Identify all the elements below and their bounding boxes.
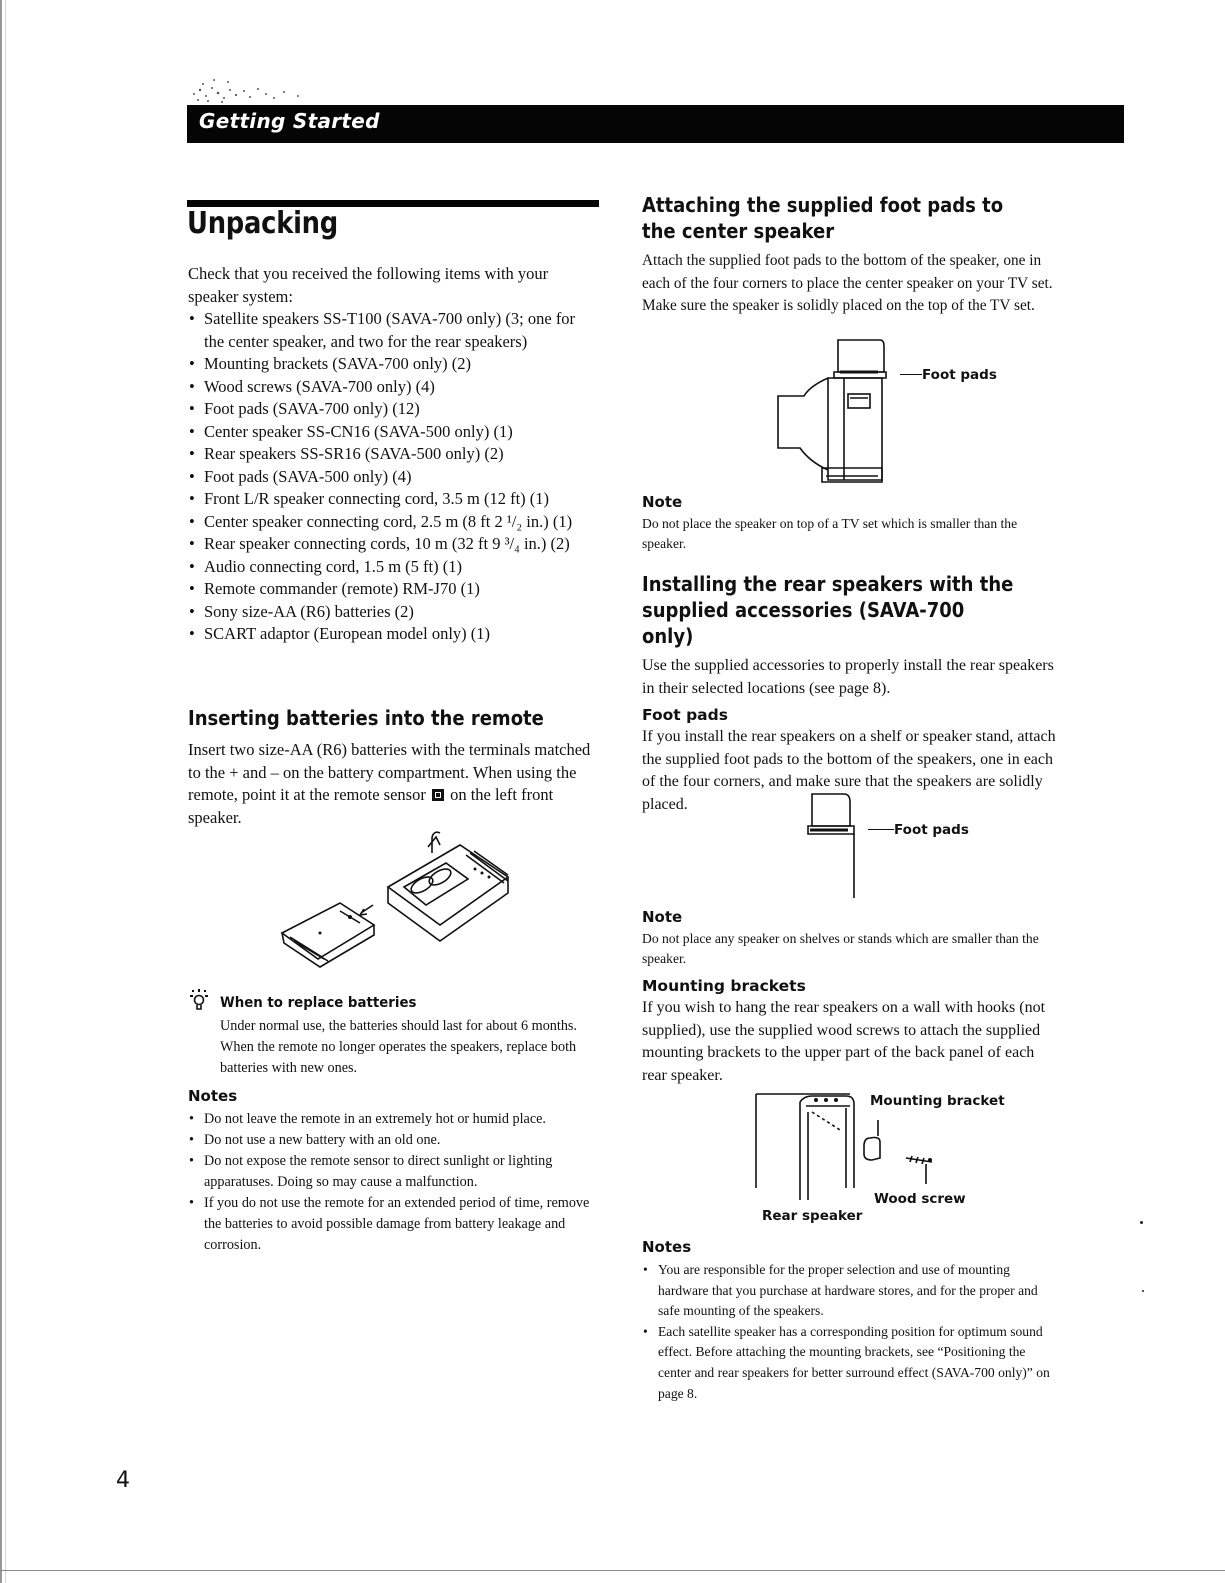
left-notes-heading: Notes bbox=[188, 1087, 238, 1105]
remote-sensor-icon bbox=[432, 789, 444, 801]
contents-list-item: • Rear speaker connecting cords, 10 m (32 ft 9 ³/₄ in.) (2) bbox=[188, 533, 598, 556]
batteries-text: Insert two size-AA (R6) batteries with the terminals matched to the + and – on the battery compartment. When using the remote, point it at the remote sensor bbox=[188, 740, 591, 804]
remote-battery-illustration bbox=[270, 825, 520, 975]
rear-speaker-stand-illustration bbox=[800, 792, 880, 902]
center-footpads-text: Attach the supplied foot pads to the bottom of the speaker, one in each of the four corners to place the center speaker on your TV set. Make sure the speaker is solidly placed on the top of the TV set. bbox=[642, 252, 1053, 314]
note2-section bbox=[642, 906, 1062, 1087]
scan-edge-inner bbox=[5, 0, 6, 1583]
left-note-item: • If you do not use the remote for an extended period of time, remove the batteries to avoid possible damage from battery leakage and corrosion. bbox=[188, 1193, 598, 1256]
left-notes-list bbox=[188, 1109, 598, 1256]
install-section bbox=[642, 571, 1062, 816]
contents-list-item: • Foot pads (SAVA-700 only) (12) bbox=[188, 398, 598, 421]
right-notes-section bbox=[642, 1236, 1062, 1404]
tv-center-speaker-illustration bbox=[770, 338, 930, 488]
left-notes-section bbox=[188, 1085, 598, 1256]
contents-list bbox=[188, 308, 598, 646]
center-footpads-heading: Attaching the supplied foot pads to the center speaker bbox=[642, 193, 1004, 243]
note2-heading: Note bbox=[642, 908, 683, 926]
brackets-text: If you wish to hang the rear speakers on a wall with hooks (not supplied), use the supplied wood screws to attach the supplied mounting brackets to the upper part of the back panel of each rear speaker. bbox=[642, 999, 1046, 1084]
contents-list-item: • Center speaker SS-CN16 (SAVA-500 only) (1) bbox=[188, 421, 598, 444]
note1-heading: Note bbox=[642, 493, 683, 511]
lightbulb-tip-icon bbox=[188, 988, 212, 1012]
contents-list-item: • Center speaker connecting cord, 2.5 m (8 ft 2 ¹/₂ in.) (1) bbox=[188, 511, 598, 534]
install-heading: Installing the rear speakers with the supplied accessories (SAVA-700 only) bbox=[642, 572, 1014, 648]
right-notes-list bbox=[642, 1260, 1062, 1404]
tip-heading: When to replace batteries bbox=[220, 995, 417, 1011]
footpads-sub-text: If you install the rear speakers on a shelf or speaker stand, attach the supplied foot pads to the bottom of the speakers, one in each of the four corners, and make sure that the speakers are solidly placed. bbox=[642, 728, 1056, 813]
fig2-footpads-label: Foot pads bbox=[894, 822, 969, 838]
brackets-subheading: Mounting brackets bbox=[642, 977, 806, 995]
fig1-footpads-label: Foot pads bbox=[922, 367, 997, 383]
fig3-bracket-label: Mounting bracket bbox=[870, 1093, 1005, 1109]
contents-list-item: • Sony size-AA (R6) batteries (2) bbox=[188, 601, 598, 624]
footpads-subheading: Foot pads bbox=[642, 706, 728, 724]
contents-list-item: • Satellite speakers SS-T100 (SAVA-700 only) (3; one for the center speaker, and two for the rear speakers) bbox=[188, 308, 598, 353]
scan-speck bbox=[1140, 1221, 1143, 1224]
install-text: Use the supplied accessories to properly install the rear speakers in their selected locations (see page 8). bbox=[642, 657, 1054, 697]
tip-text: Under normal use, the batteries should last for about 6 months. When the remote no longer operates the speakers, replace both batteries with new ones. bbox=[220, 1018, 577, 1076]
contents-list-item: • Remote commander (remote) RM-J70 (1) bbox=[188, 578, 598, 601]
section-banner bbox=[187, 105, 1124, 143]
contents-list-item: • Rear speakers SS-SR16 (SAVA-500 only) (2) bbox=[188, 443, 598, 466]
left-note-item: • Do not use a new battery with an old one. bbox=[188, 1130, 598, 1151]
right-notes-heading: Notes bbox=[642, 1238, 692, 1256]
fig3-screw-label: Wood screw bbox=[874, 1191, 966, 1207]
fig3-rear-speaker-label: Rear speaker bbox=[762, 1208, 863, 1224]
contents-list-item: • Wood screws (SAVA-700 only) (4) bbox=[188, 376, 598, 399]
section-title: Getting Started bbox=[199, 109, 380, 133]
scan-bottom-edge bbox=[0, 1570, 1225, 1571]
page-number: 4 bbox=[116, 1468, 130, 1493]
leader-line-footpads-1 bbox=[900, 374, 922, 375]
note2-text: Do not place any speaker on shelves or stands which are smaller than the speaker. bbox=[642, 931, 1039, 966]
scan-noise bbox=[188, 60, 338, 104]
note1-text: Do not place the speaker on top of a TV set which is smaller than the speaker. bbox=[642, 516, 1018, 551]
right-note-item: • Each satellite speaker has a corresponding position for optimum sound effect. Before attaching the mounting brackets, see “Positioning the center and rear speakers for better surround effect (SAVA-700 only)” on page 8. bbox=[642, 1322, 1062, 1404]
contents-list-item: • Mounting brackets (SAVA-700 only) (2) bbox=[188, 353, 598, 376]
batteries-text-end: on the left front speaker. bbox=[188, 785, 554, 827]
center-footpads-section bbox=[642, 192, 1062, 318]
contents-list-item: • Audio connecting cord, 1.5 m (5 ft) (1) bbox=[188, 556, 598, 579]
leader-line-footpads-2 bbox=[868, 829, 894, 830]
intro-text: Check that you received the following items with your speaker system: bbox=[188, 264, 549, 306]
left-note-item: • Do not expose the remote sensor to direct sunlight or lighting apparatuses. Doing so may cause a malfunction. bbox=[188, 1151, 598, 1193]
batteries-heading: Inserting batteries into the remote bbox=[188, 706, 544, 730]
contents-list-item: • Front L/R speaker connecting cord, 3.5 m (12 ft) (1) bbox=[188, 488, 598, 511]
right-note-item: • You are responsible for the proper selection and use of mounting hardware that you purchase at hardware stores, and for the proper and safe mounting of the speakers. bbox=[642, 1260, 1062, 1322]
page-title: Unpacking bbox=[187, 206, 339, 241]
unpacking-section bbox=[188, 263, 598, 646]
left-note-item: • Do not leave the remote in an extremely hot or humid place. bbox=[188, 1109, 598, 1130]
scan-edge bbox=[0, 0, 2, 1583]
batteries-section bbox=[188, 705, 600, 829]
contents-list-item: • SCART adaptor (European model only) (1) bbox=[188, 623, 598, 646]
contents-list-item: • Foot pads (SAVA-500 only) (4) bbox=[188, 466, 598, 489]
scan-speck bbox=[1142, 1290, 1144, 1292]
note1-section bbox=[642, 491, 1062, 554]
